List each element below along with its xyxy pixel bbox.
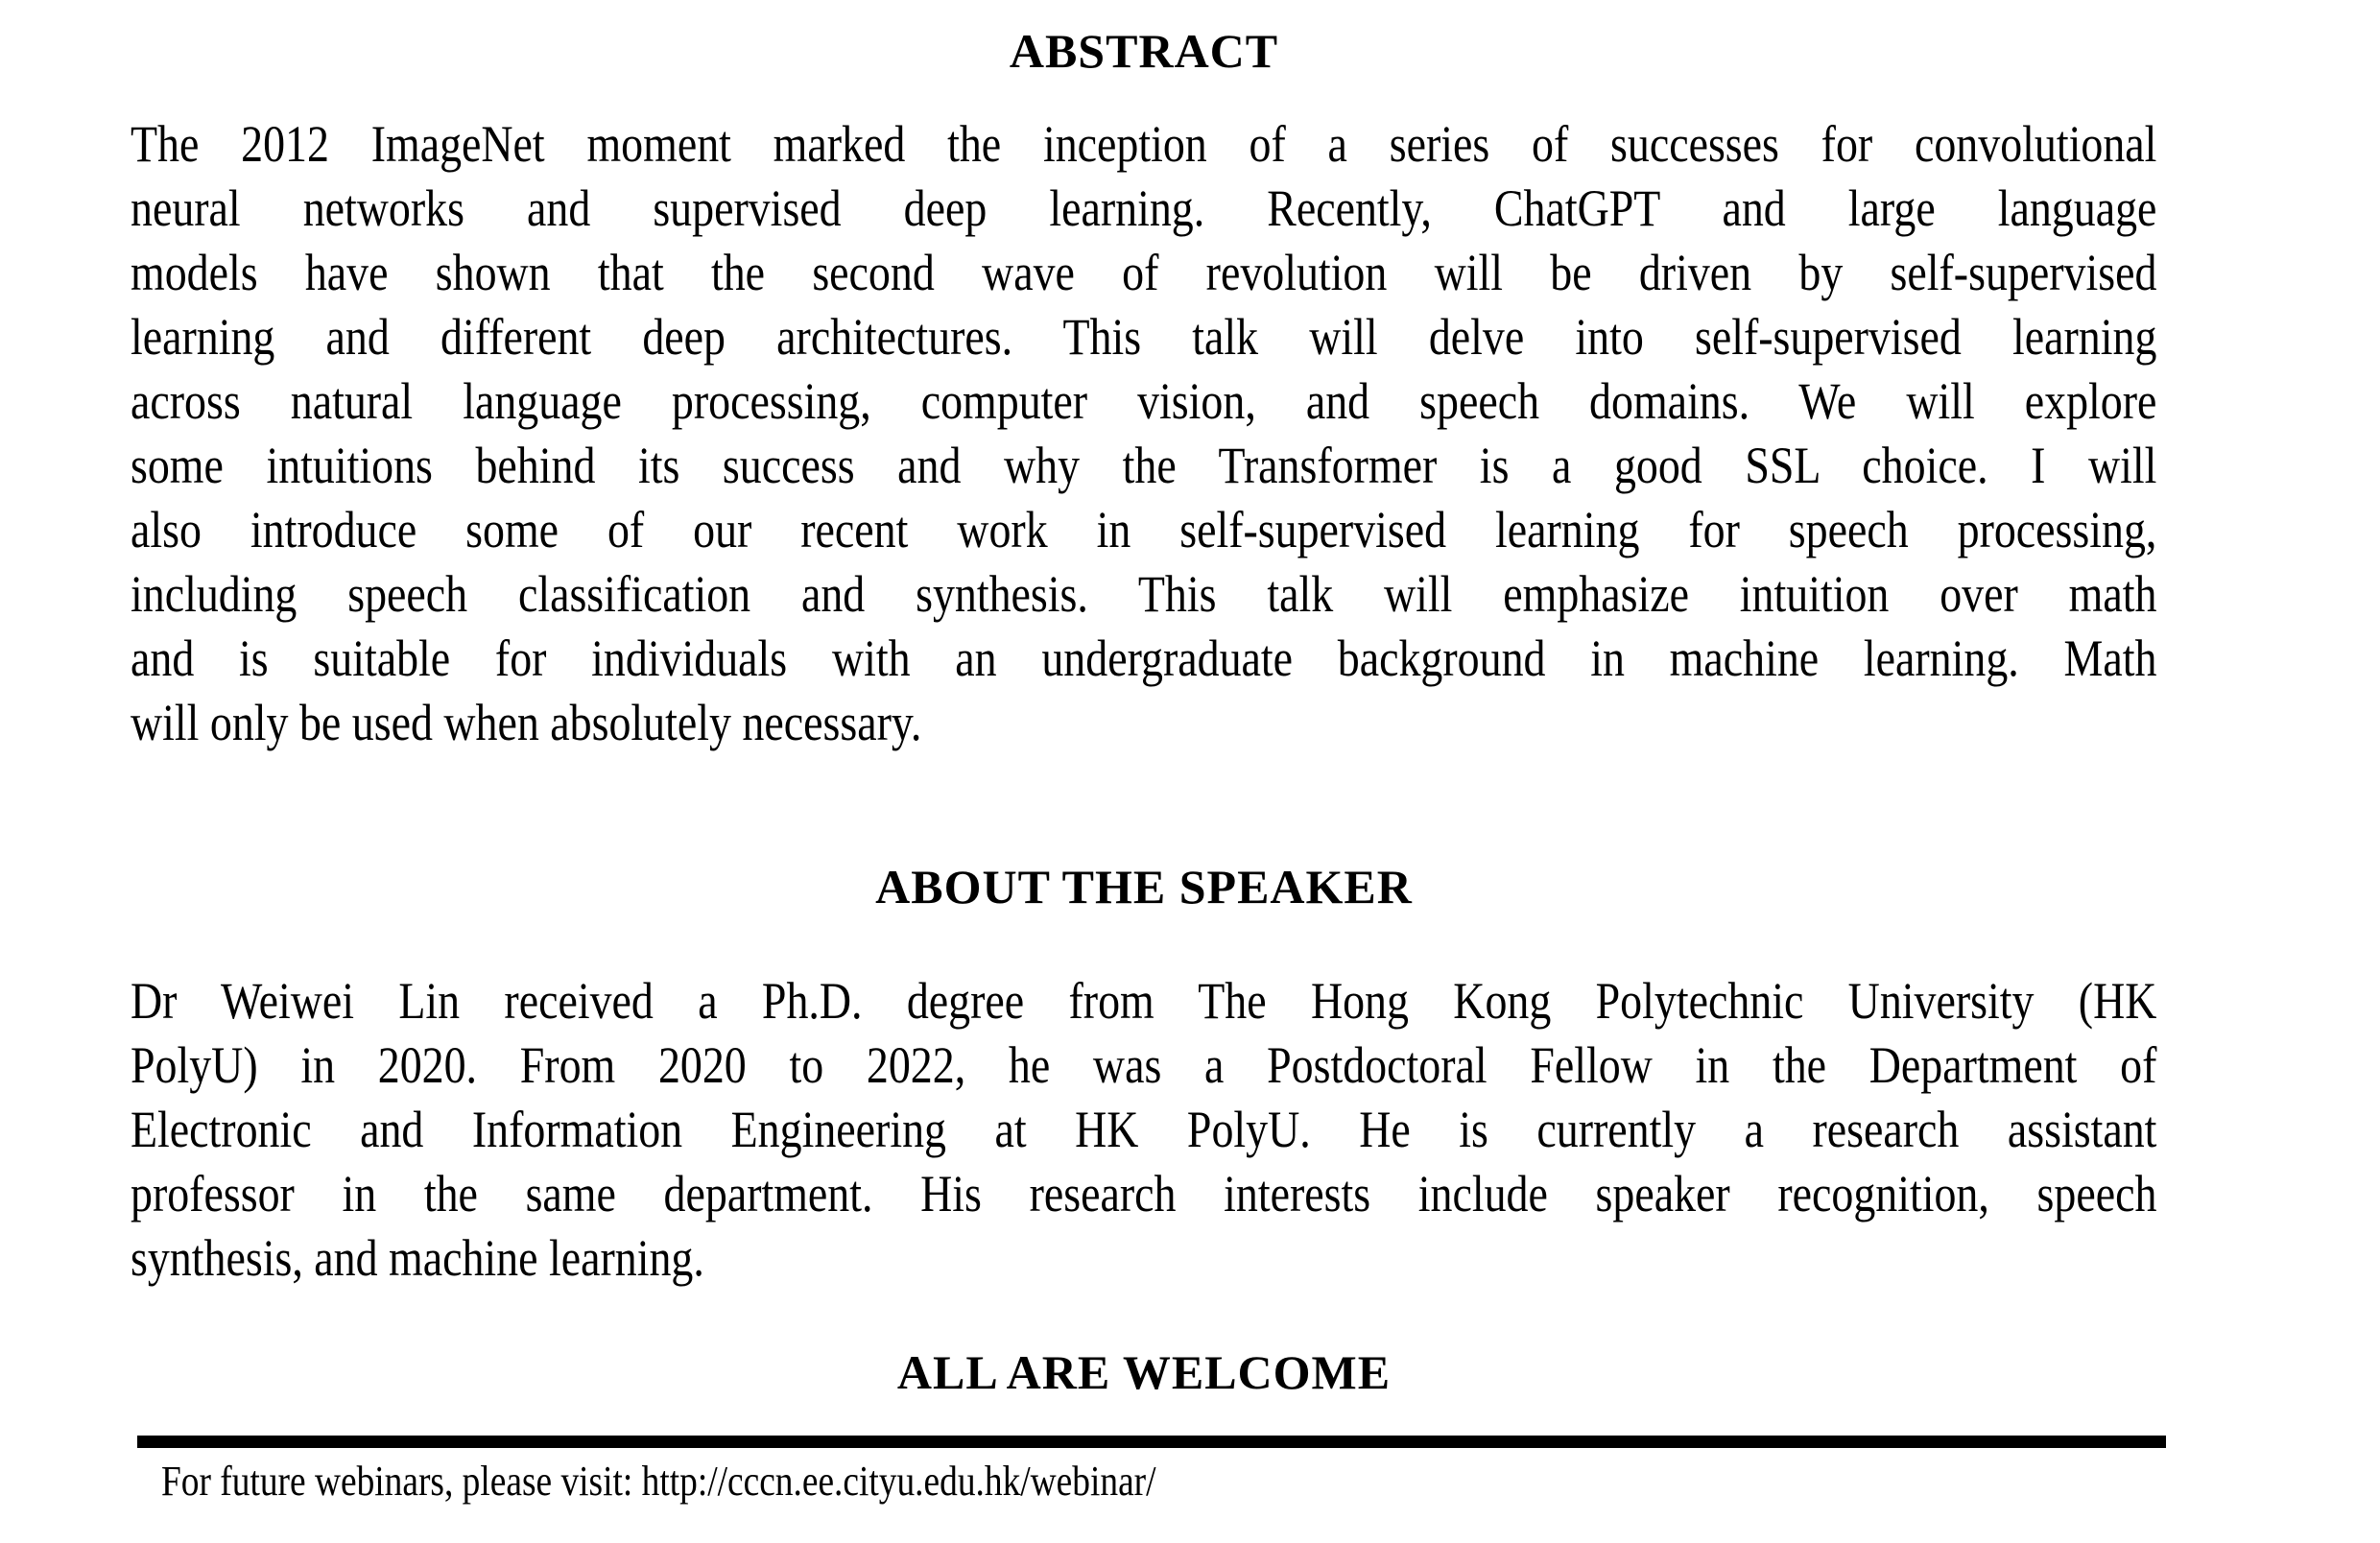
abstract-line: including speech classification and synthesis. This talk will emphasize intuition over math [131, 565, 2157, 623]
footer-note [161, 1457, 1331, 1507]
abstract-line: some intuitions behind its success and why the Transformer is a good SSL choice. I will [131, 437, 2157, 494]
abstract-line: will only be used when absolutely necessary. [131, 694, 922, 751]
abstract-line: across natural language processing, computer vision, and speech domains. We will explore [131, 372, 2157, 430]
speaker-line: Electronic and Information Engineering at HK PolyU. He is currently a research assistant [131, 1101, 2157, 1158]
abstract-line: neural networks and supervised deep learning. Recently, ChatGPT and large language [131, 179, 2157, 237]
abstract-line: learning and different deep architectures. This talk will delve into self-supervised learning [131, 308, 2157, 366]
abstract-paragraph [131, 112, 2157, 755]
footer-note-label: For future webinars, please visit: [161, 1458, 642, 1505]
webinar-url[interactable]: http://cccn.ee.cityu.edu.hk/webinar/ [641, 1458, 1156, 1505]
abstract-line: also introduce some of our recent work in self-supervised learning for speech processing, [131, 501, 2157, 558]
all-are-welcome-heading: ALL ARE WELCOME [896, 1345, 1392, 1399]
speaker-line: professor in the same department. His research interests include speaker recognition, speech [131, 1165, 2157, 1223]
speaker-bio-paragraph [131, 969, 2157, 1291]
speaker-line: synthesis, and machine learning. [131, 1229, 704, 1287]
about-the-speaker-heading: ABOUT THE SPEAKER [875, 860, 1413, 914]
abstract-line: and is suitable for individuals with an undergraduate background in machine learning. Math [131, 629, 2157, 687]
footer-divider-rule [137, 1436, 2166, 1448]
speaker-line: Dr Weiwei Lin received a Ph.D. degree from The Hong Kong Polytechnic University (HK [131, 972, 2157, 1030]
abstract-line: The 2012 ImageNet moment marked the inception of a series of successes for convolutional [131, 115, 2157, 173]
abstract-line: models have shown that the second wave of revolution will be driven by self-supervised [131, 244, 2157, 301]
abstract-heading: ABSTRACT [1009, 24, 1279, 78]
speaker-line: PolyU) in 2020. From 2020 to 2022, he was a Postdoctoral Fellow in the Department of [131, 1036, 2157, 1094]
